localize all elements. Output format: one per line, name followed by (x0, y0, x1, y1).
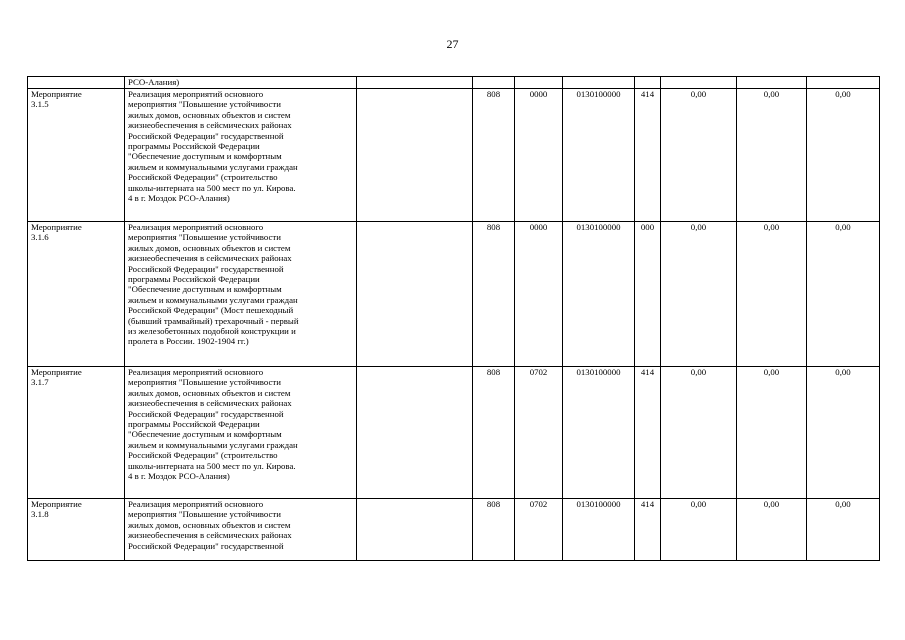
event-label: Мероприятие 3.1.7 (31, 367, 82, 388)
event-name: Реализация мероприятий основного мероприятия "Повышение устойчивости жилых домов, основных объектов и систем жизнеобеспечения в сейсмических районах Российской Федерации" государственной программы Российской Федерации "Обеспечение доступным и комфортным жильем и коммунальными услугами граждан Российской Федерации" (строительство школы-интерната на 500 мест по ул. Кирова. 4 в г. Моздок РСО-Алания) (128, 367, 298, 482)
name-cell (125, 222, 357, 367)
label-cell (28, 89, 125, 222)
grbs-cell: 808 (473, 89, 515, 222)
empty-cell (357, 222, 473, 367)
empty-cell (357, 77, 473, 89)
vr-cell: 414 (635, 367, 661, 499)
value-cell: 0,00 (807, 499, 880, 561)
label-cell (28, 222, 125, 367)
table-row (28, 89, 880, 222)
table-row (28, 499, 880, 561)
value-cell: 0,00 (661, 222, 737, 367)
event-label: Мероприятие 3.1.5 (31, 89, 82, 110)
value-cell: 0,00 (807, 222, 880, 367)
name-cell (125, 77, 357, 89)
empty-cell (357, 499, 473, 561)
grbs-cell: 808 (473, 367, 515, 499)
grbs-cell (473, 77, 515, 89)
rzpr-cell (515, 77, 563, 89)
rzpr-cell: 0000 (515, 89, 563, 222)
value-cell (807, 77, 880, 89)
event-label: Мероприятие 3.1.6 (31, 222, 82, 243)
continuation-row (28, 77, 880, 89)
csr-cell: 0130100000 (563, 89, 635, 222)
vr-cell: 414 (635, 499, 661, 561)
value-cell: 0,00 (737, 89, 807, 222)
value-cell: 0,00 (737, 499, 807, 561)
value-cell: 0,00 (807, 367, 880, 499)
page-number: 27 (446, 37, 459, 51)
csr-cell: 0130100000 (563, 499, 635, 561)
name-cell (125, 367, 357, 499)
csr-cell (563, 77, 635, 89)
value-cell (661, 77, 737, 89)
rzpr-cell: 0702 (515, 367, 563, 499)
label-cell (28, 499, 125, 561)
value-cell: 0,00 (807, 89, 880, 222)
value-cell (737, 77, 807, 89)
value-cell: 0,00 (661, 367, 737, 499)
label-cell (28, 77, 125, 89)
value-cell: 0,00 (661, 499, 737, 561)
event-name: Реализация мероприятий основного мероприятия "Повышение устойчивости жилых домов, основных объектов и систем жизнеобеспечения в сейсмических районах Российской Федерации" государственной (128, 499, 292, 551)
grbs-cell: 808 (473, 222, 515, 367)
csr-cell: 0130100000 (563, 222, 635, 367)
vr-cell (635, 77, 661, 89)
event-label: Мероприятие 3.1.8 (31, 499, 82, 520)
rzpr-cell: 0702 (515, 499, 563, 561)
event-name: Реализация мероприятий основного мероприятия "Повышение устойчивости жилых домов, основных объектов и систем жизнеобеспечения в сейсмических районах Российской Федерации" государственной программы Российской Федерации "Обеспечение доступным и комфортным жильем и коммунальными услугами граждан Российской Федерации" (Мост пешеходный (бывший трамвайный) трехарочный - первый из железобетонных подобной конструкции и пролета в России. 1902-1904 гг.) (128, 222, 299, 347)
csr-cell: 0130100000 (563, 367, 635, 499)
value-cell: 0,00 (737, 367, 807, 499)
event-name: Реализация мероприятий основного мероприятия "Повышение устойчивости жилых домов, основных объектов и систем жизнеобеспечения в сейсмических районах Российской Федерации" государственной программы Российской Федерации "Обеспечение доступным и комфортным жильем и коммунальными услугами граждан Российской Федерации" (строительство школы-интерната на 500 мест по ул. Кирова. 4 в г. Моздок РСО-Алания) (128, 89, 298, 204)
table-row (28, 222, 880, 367)
name-text: РСО-Алания) (128, 77, 180, 87)
value-cell: 0,00 (661, 89, 737, 222)
vr-cell: 000 (635, 222, 661, 367)
rzpr-cell: 0000 (515, 222, 563, 367)
name-cell (125, 499, 357, 561)
empty-cell (357, 89, 473, 222)
value-cell: 0,00 (737, 222, 807, 367)
name-cell (125, 89, 357, 222)
vr-cell: 414 (635, 89, 661, 222)
empty-cell (357, 367, 473, 499)
budget-table (27, 76, 880, 561)
label-cell (28, 367, 125, 499)
grbs-cell: 808 (473, 499, 515, 561)
table-row (28, 367, 880, 499)
